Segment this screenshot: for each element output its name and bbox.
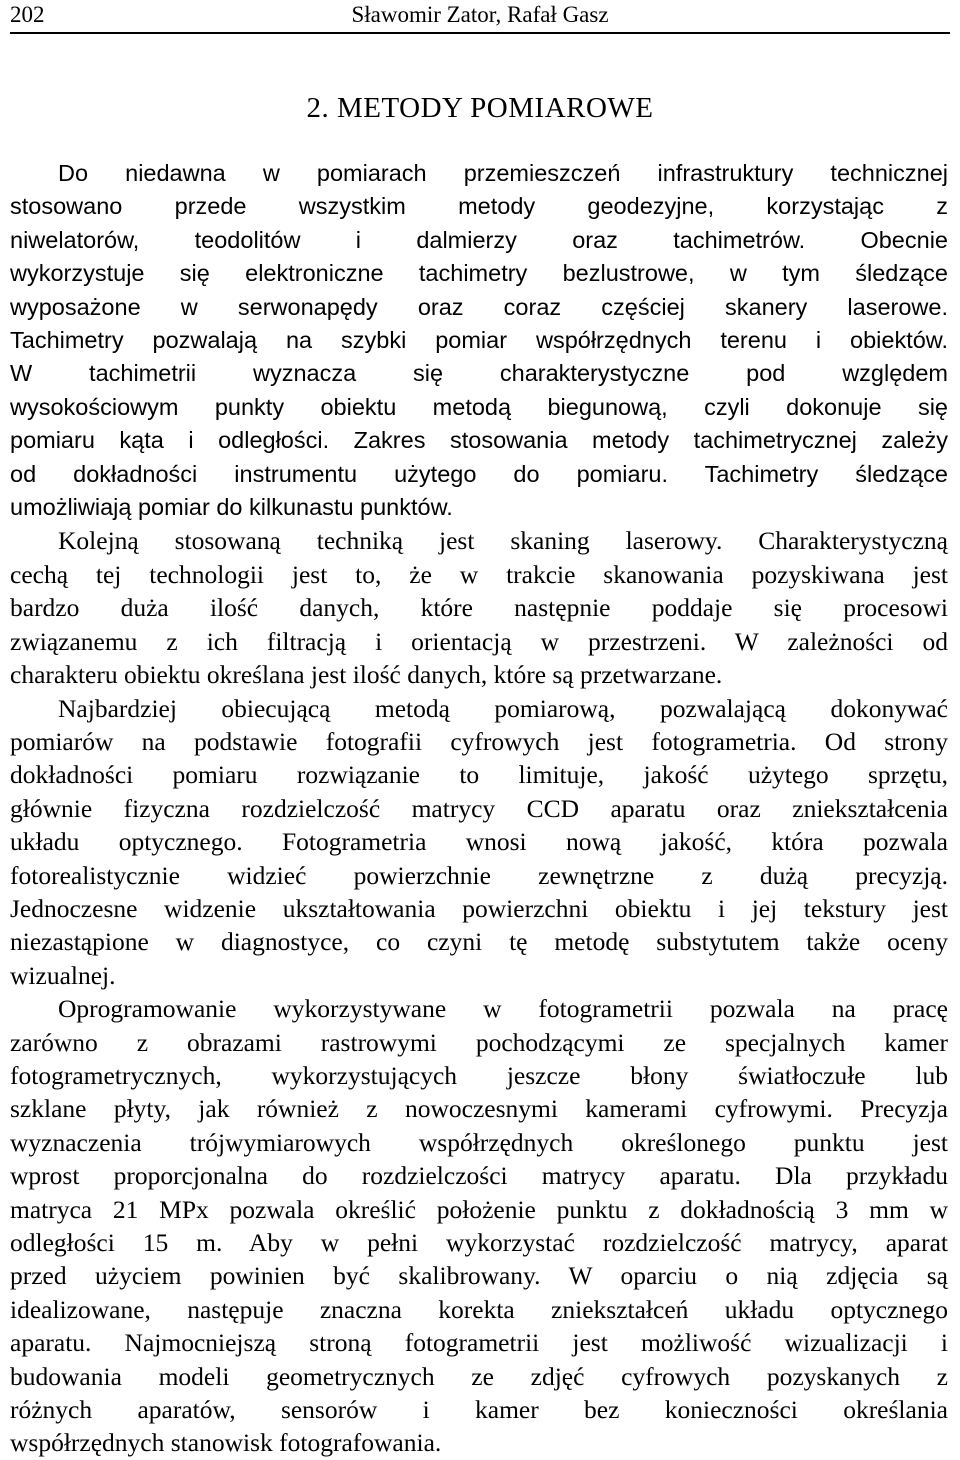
text-line: zarówno z obrazami rastrowymi pochodzącymi ze specjalnych kamer: [10, 1027, 948, 1057]
text-line: współrzędnych stanowisk fotografowania.: [10, 1428, 442, 1458]
text-line: wykorzystuje się elektroniczne tachimetry bezlustrowe, w tym śledzące: [10, 260, 948, 287]
text-line: odległości 15 m. Aby w pełni wykorzystać rozdzielczość matrycy, aparat: [10, 1228, 948, 1257]
text-line: W tachimetrii wyznacza się charakterystyczne pod względem: [10, 360, 948, 387]
text-line: niezastąpione w diagnostyce, co czyni tę metodę substytutem także oceny: [10, 927, 948, 957]
text-line: od dokładności instrumentu użytego do pomiaru. Tachimetry śledzące: [10, 460, 948, 487]
text-line: fotogrametrycznych, wykorzystujących jeszcze błony światłoczułe lub: [10, 1060, 948, 1090]
text-line: głównie fizyczna rozdzielczość matrycy CCD aparatu oraz zniekształcenia: [10, 793, 948, 823]
text-line: związanemu z ich filtracją i orientacją w przestrzeni. W zależności od: [10, 626, 948, 656]
text-line: cechą tej technologii jest to, że w trakcie skanowania pozyskiwana jest: [10, 559, 948, 589]
text-line: różnych aparatów, sensorów i kamer bez konieczności określania: [10, 1395, 948, 1425]
text-line: pomiarów na podstawie fotografii cyfrowych jest fotogrametria. Od strony: [10, 726, 948, 756]
text-line: wyznaczenia trójwymiarowych współrzędnych określonego punktu jest: [10, 1127, 948, 1157]
text-line: aparatu. Najmocniejszą stroną fotogrametrii jest możliwość wizualizacji i: [10, 1328, 948, 1358]
text-line: matryca 21 MPx pozwala określić położenie punktu z dokładnością 3 mm w: [10, 1194, 948, 1224]
text-line: idealizowane, następuje znaczna korekta zniekształceń układu optycznego: [10, 1294, 948, 1324]
text-line: wizualnej.: [10, 960, 116, 990]
text-line: Do niedawna w pomiarach przemieszczeń infrastruktury technicznej: [58, 160, 948, 186]
text-line: niwelatorów, teodolitów i dalmierzy oraz tachimetrów. Obecnie: [10, 226, 948, 253]
text-line: Najbardziej obiecującą metodą pomiarową, pozwalającą dokonywać: [58, 693, 948, 723]
text-line: układu optycznego. Fotogrametria wnosi nową jakość, która pozwala: [10, 827, 948, 857]
page-header: [10, 0, 950, 34]
text-line: Tachimetry pozwalają na szybki pomiar współrzędnych terenu i obiektów.: [10, 327, 948, 354]
text-line: Jednoczesne widzenie ukształtowania powierzchni obiektu i jej tekstury jest: [10, 893, 948, 923]
text-line: Kolejną stosowaną techniką jest skaning laserowy. Charakterystyczną: [58, 526, 948, 556]
text-line: przed użyciem powinien być skalibrowany. W oparciu o nią zdjęcia są: [10, 1261, 948, 1291]
running-head-authors: Sławomir Zator, Rafał Gasz: [351, 2, 609, 27]
text-line: dokładności pomiaru rozwiązanie to limituje, jakość użytego sprzętu,: [10, 760, 948, 790]
text-line: wysokościowym punkty obiektu metodą biegunową, czyli dokonuje się: [10, 393, 948, 420]
text-line: wyposażone w serwonapędy oraz coraz częściej skanery laserowe.: [10, 293, 948, 320]
text-line: szklane płyty, jak również z nowoczesnymi kamerami cyfrowymi. Precyzja: [10, 1094, 948, 1124]
text-line: budowania modeli geometrycznych ze zdjęć cyfrowych pozyskanych z: [10, 1361, 948, 1391]
section-title: 2. METODY POMIAROWE: [306, 92, 654, 124]
text-line: stosowano przede wszystkim metody geodezyjne, korzystając z: [10, 193, 948, 220]
page-number: 202: [10, 2, 45, 27]
body-text: [10, 157, 948, 1460]
text-line: umożliwiają pomiar do kilkunastu punktów.: [10, 494, 453, 521]
text-line: charakteru obiektu określana jest ilość danych, które są przetwarzane.: [10, 660, 723, 690]
text-line: wprost proporcjonalna do rozdzielczości matrycy aparatu. Dla przykładu: [10, 1161, 948, 1191]
text-line: bardzo duża ilość danych, które następnie poddaje się procesowi: [10, 593, 948, 623]
text-line: Oprogramowanie wykorzystywane w fotogrametrii pozwala na pracę: [58, 994, 948, 1024]
text-line: pomiaru kąta i odległości. Zakres stosowania metody tachimetrycznej zależy: [10, 427, 948, 454]
text-line: fotorealistycznie widzieć powierzchnie zewnętrzne z dużą precyzją.: [10, 860, 948, 890]
